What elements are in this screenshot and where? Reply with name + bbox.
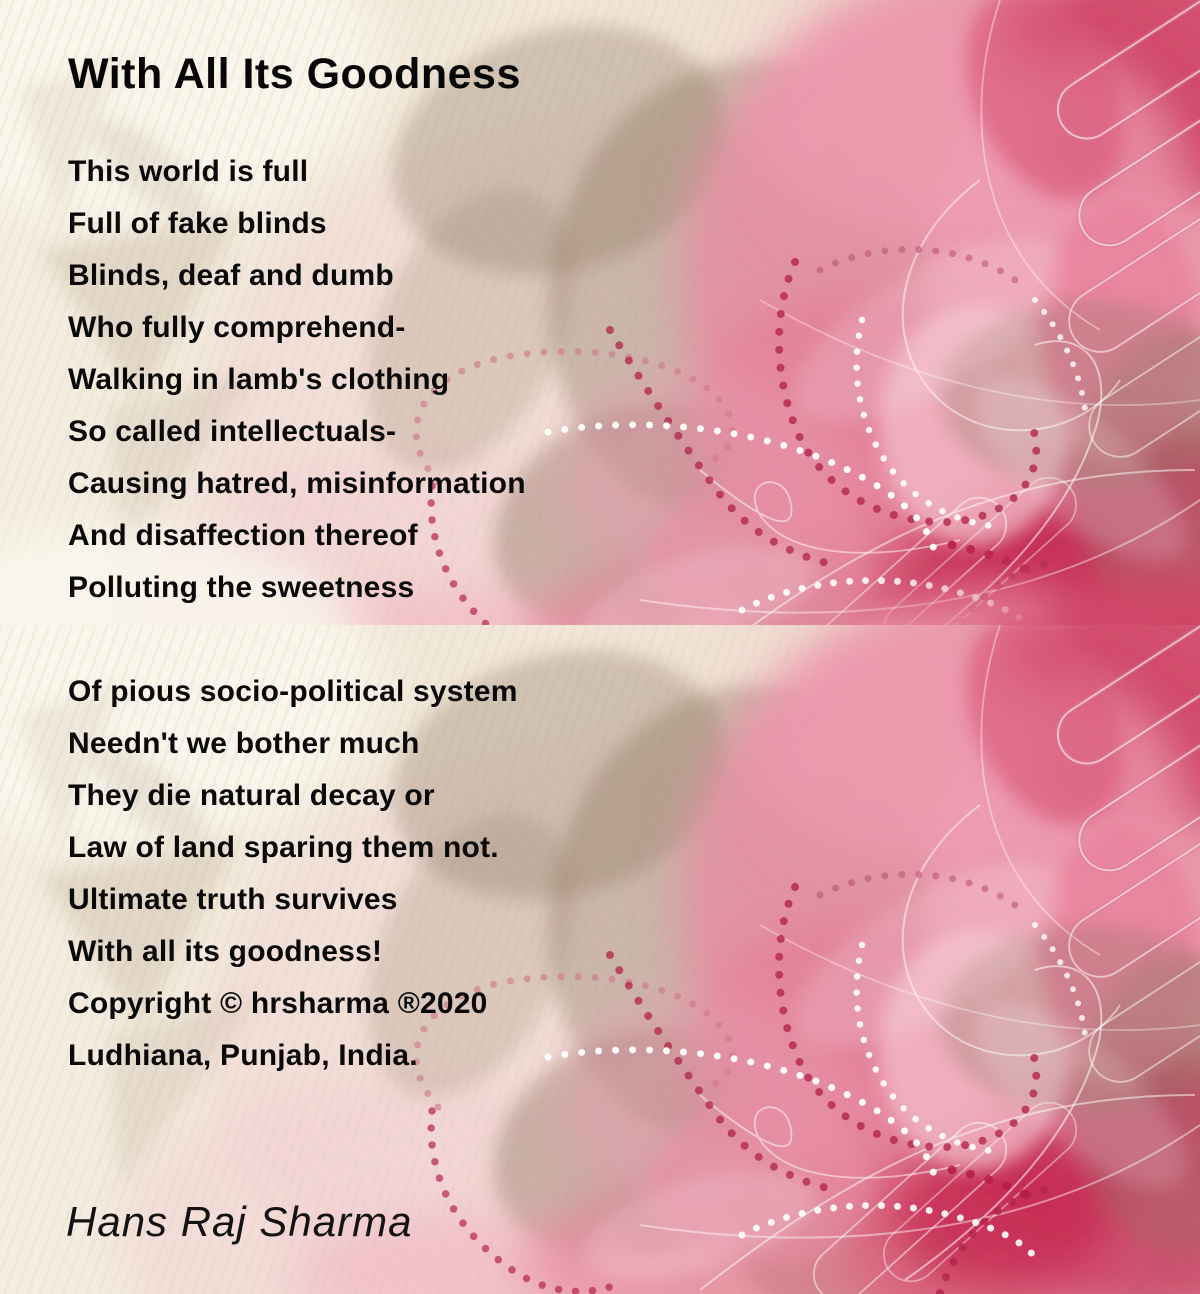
poem-line: Of pious socio-political system xyxy=(68,675,518,708)
poem-line: Causing hatred, misinformation xyxy=(68,467,526,500)
poem-line: And disaffection thereof xyxy=(68,519,418,552)
stanza-2 xyxy=(68,666,518,1082)
poem-line: With all its goodness! xyxy=(68,935,383,968)
poem-line: Full of fake blinds xyxy=(68,207,327,240)
poem-line: They die natural decay or xyxy=(68,779,435,812)
author-signature: Hans Raj Sharma xyxy=(66,1198,413,1245)
poem-line: Who fully comprehend- xyxy=(68,311,406,344)
poem-line: Ultimate truth survives xyxy=(68,883,398,916)
poem-line: Law of land sparing them not. xyxy=(68,831,499,864)
poem-title: With All Its Goodness xyxy=(68,50,521,98)
location-line: Ludhiana, Punjab, India. xyxy=(68,1039,418,1072)
poem-line: Needn't we bother much xyxy=(68,727,420,760)
stanza-1 xyxy=(68,146,526,614)
poem-line: Blinds, deaf and dumb xyxy=(68,259,394,292)
poem-line: Polluting the sweetness xyxy=(68,571,415,604)
copyright-line: Copyright © hrsharma ®2020 xyxy=(68,987,488,1020)
poem-line: This world is full xyxy=(68,155,309,188)
poem-line: So called intellectuals- xyxy=(68,415,397,448)
poem-line: Walking in lamb's clothing xyxy=(68,363,450,396)
